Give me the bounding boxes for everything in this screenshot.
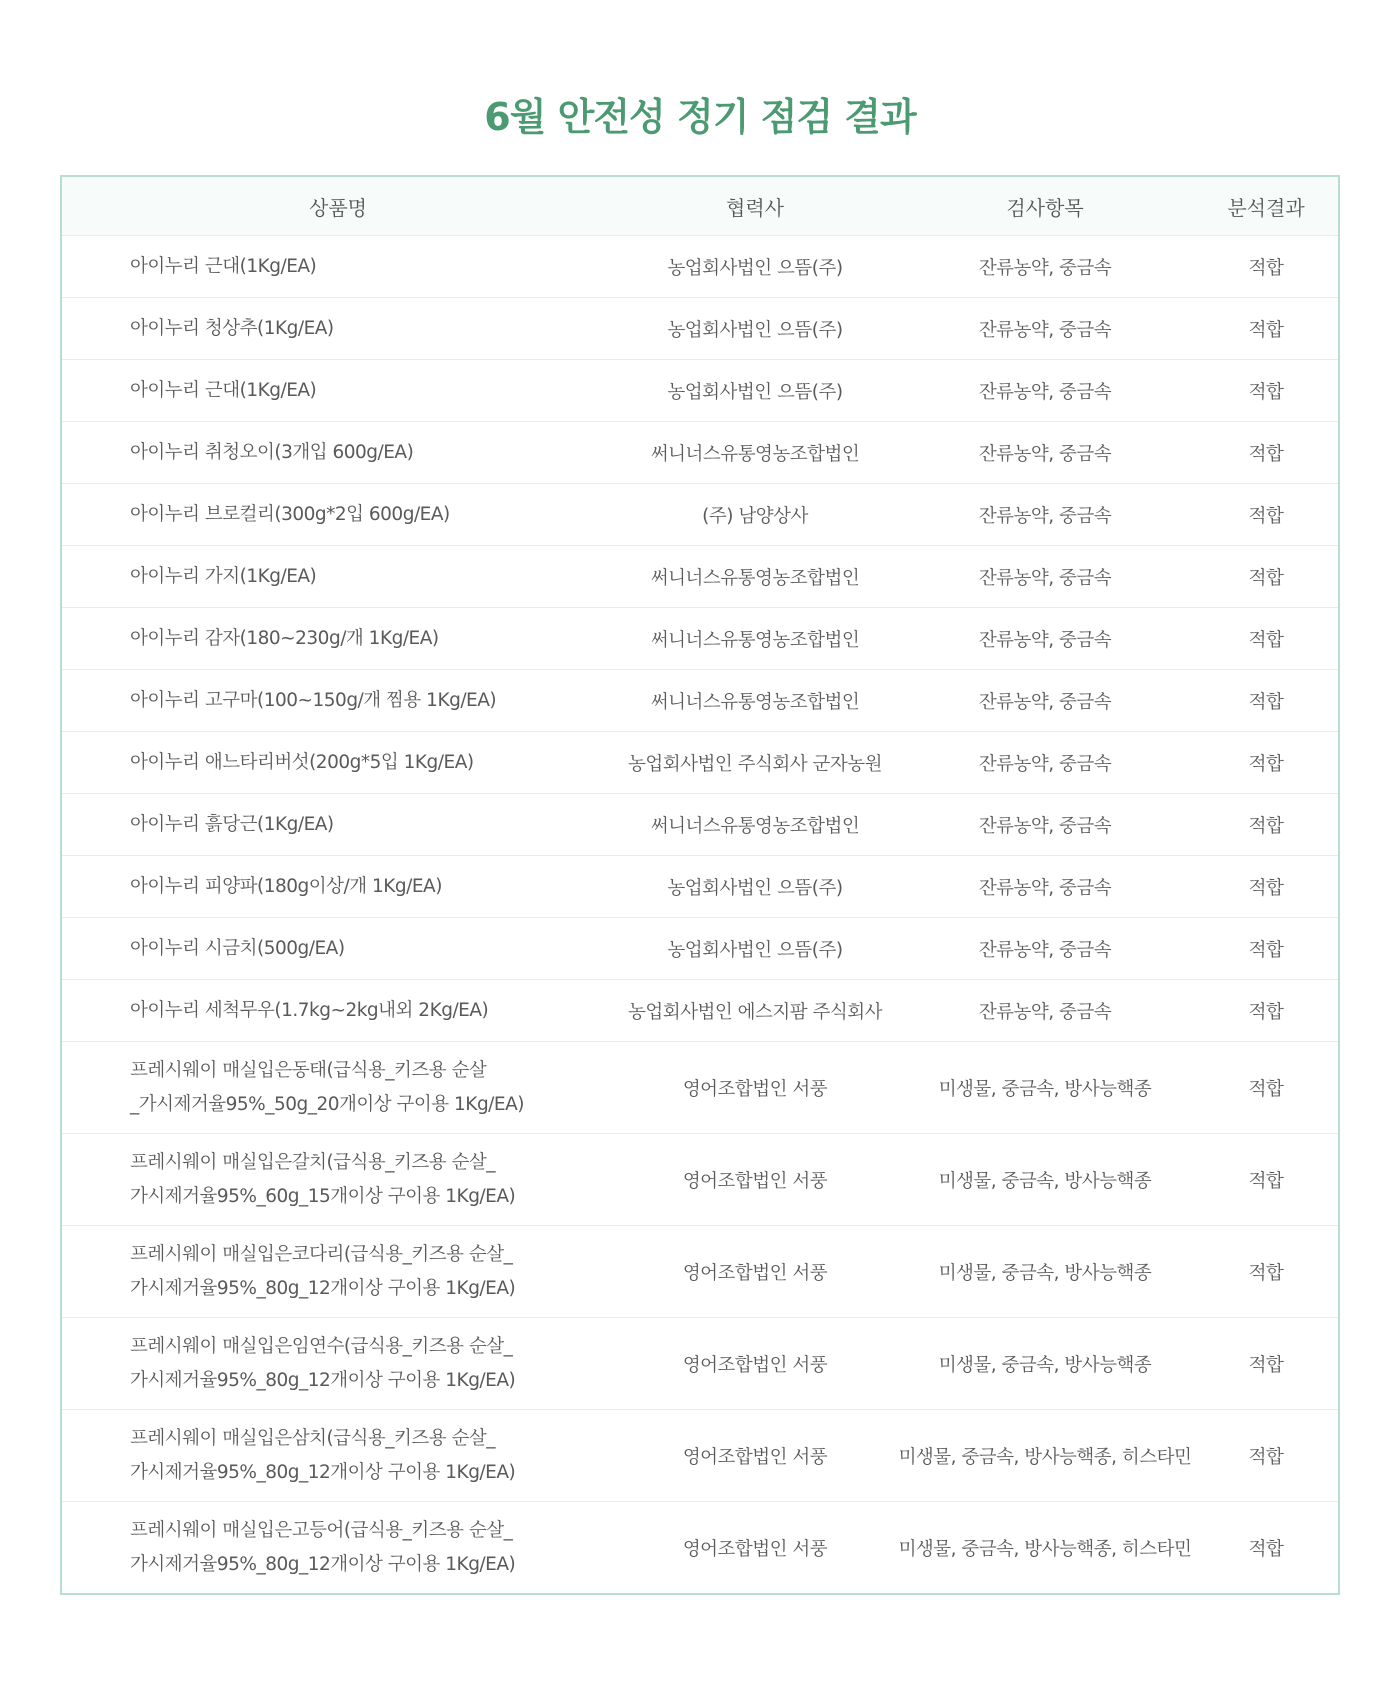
cell-test-items: 잔류농약, 중금속 <box>896 546 1194 608</box>
cell-analysis-result: 적합 <box>1194 1410 1338 1502</box>
cell-partner: 영어조합법인 서풍 <box>614 1042 896 1134</box>
cell-test-items: 미생물, 중금속, 방사능핵종 <box>896 1318 1194 1410</box>
cell-analysis-result: 적합 <box>1194 1042 1338 1134</box>
cell-product-name <box>62 1410 614 1502</box>
cell-analysis-result: 적합 <box>1194 608 1338 670</box>
cell-test-items: 미생물, 중금속, 방사능핵종 <box>896 1042 1194 1134</box>
cell-test-items: 잔류농약, 중금속 <box>896 608 1194 670</box>
product-name-line: 프레시웨이 매실입은코다리(급식용_키즈용 순살_ <box>130 1243 513 1265</box>
table-header <box>62 177 1338 236</box>
table-row <box>62 980 1338 1042</box>
table-row <box>62 1410 1338 1502</box>
cell-partner: (주) 남양상사 <box>614 484 896 546</box>
cell-product-name <box>62 1318 614 1410</box>
cell-test-items: 잔류농약, 중금속 <box>896 918 1194 980</box>
table-row <box>62 918 1338 980</box>
cell-analysis-result: 적합 <box>1194 360 1338 422</box>
cell-test-items: 미생물, 중금속, 방사능핵종 <box>896 1134 1194 1226</box>
cell-product-name <box>62 732 614 794</box>
cell-analysis-result: 적합 <box>1194 980 1338 1042</box>
product-name-line: 아이누리 고구마(100~150g/개 찜용 1Kg/EA) <box>130 689 497 711</box>
cell-partner: 써니너스유통영농조합법인 <box>614 794 896 856</box>
cell-product-name <box>62 422 614 484</box>
table-row <box>62 856 1338 918</box>
product-name-line: 아이누리 피양파(180g이상/개 1Kg/EA) <box>130 875 442 897</box>
cell-analysis-result: 적합 <box>1194 670 1338 732</box>
cell-product-name <box>62 546 614 608</box>
cell-analysis-result: 적합 <box>1194 1226 1338 1318</box>
cell-partner: 써니너스유통영농조합법인 <box>614 608 896 670</box>
table-row <box>62 670 1338 732</box>
header-row <box>62 177 1338 236</box>
header-product-name: 상품명 <box>62 177 614 236</box>
cell-test-items: 잔류농약, 중금속 <box>896 980 1194 1042</box>
cell-analysis-result: 적합 <box>1194 1318 1338 1410</box>
cell-test-items: 미생물, 중금속, 방사능핵종, 히스타민 <box>896 1410 1194 1502</box>
cell-partner: 영어조합법인 서풍 <box>614 1226 896 1318</box>
cell-analysis-result: 적합 <box>1194 732 1338 794</box>
product-name-line: 가시제거율95%_80g_12개이상 구이용 1Kg/EA) <box>130 1369 516 1391</box>
cell-product-name <box>62 236 614 298</box>
header-test-items: 검사항목 <box>896 177 1194 236</box>
cell-partner: 농업회사법인 으뜸(주) <box>614 298 896 360</box>
cell-test-items: 잔류농약, 중금속 <box>896 856 1194 918</box>
cell-partner: 영어조합법인 서풍 <box>614 1318 896 1410</box>
cell-product-name <box>62 1226 614 1318</box>
table-row <box>62 298 1338 360</box>
page-title: 6월 안전성 정기 점검 결과 <box>484 95 916 139</box>
table-row <box>62 1134 1338 1226</box>
cell-analysis-result: 적합 <box>1194 1502 1338 1594</box>
product-name-line: _가시제거율95%_50g_20개이상 구이용 1Kg/EA) <box>130 1093 524 1115</box>
cell-test-items: 잔류농약, 중금속 <box>896 794 1194 856</box>
table-row <box>62 422 1338 484</box>
cell-test-items: 잔류농약, 중금속 <box>896 236 1194 298</box>
table-row <box>62 1042 1338 1134</box>
cell-test-items: 잔류농약, 중금속 <box>896 670 1194 732</box>
cell-product-name <box>62 856 614 918</box>
cell-product-name <box>62 670 614 732</box>
cell-analysis-result: 적합 <box>1194 1134 1338 1226</box>
cell-test-items: 미생물, 중금속, 방사능핵종 <box>896 1226 1194 1318</box>
results-table <box>62 177 1338 1593</box>
product-name-line: 아이누리 세척무우(1.7kg~2kg내외 2Kg/EA) <box>130 999 489 1021</box>
cell-analysis-result: 적합 <box>1194 484 1338 546</box>
cell-test-items: 잔류농약, 중금속 <box>896 298 1194 360</box>
cell-test-items: 잔류농약, 중금속 <box>896 484 1194 546</box>
cell-analysis-result: 적합 <box>1194 546 1338 608</box>
cell-test-items: 잔류농약, 중금속 <box>896 732 1194 794</box>
cell-test-items: 잔류농약, 중금속 <box>896 360 1194 422</box>
cell-product-name <box>62 484 614 546</box>
product-name-line: 가시제거율95%_60g_15개이상 구이용 1Kg/EA) <box>130 1185 516 1207</box>
product-name-line: 가시제거율95%_80g_12개이상 구이용 1Kg/EA) <box>130 1553 516 1575</box>
cell-product-name <box>62 980 614 1042</box>
cell-partner: 써니너스유통영농조합법인 <box>614 670 896 732</box>
cell-partner: 농업회사법인 에스지팜 주식회사 <box>614 980 896 1042</box>
cell-partner: 영어조합법인 서풍 <box>614 1410 896 1502</box>
product-name-line: 프레시웨이 매실입은삼치(급식용_키즈용 순살_ <box>130 1427 496 1449</box>
product-name-line: 아이누리 근대(1Kg/EA) <box>130 255 317 277</box>
cell-product-name <box>62 1042 614 1134</box>
cell-partner: 써니너스유통영농조합법인 <box>614 546 896 608</box>
inspection-results-table <box>60 175 1340 1595</box>
cell-test-items: 미생물, 중금속, 방사능핵종, 히스타민 <box>896 1502 1194 1594</box>
cell-product-name <box>62 794 614 856</box>
cell-analysis-result: 적합 <box>1194 422 1338 484</box>
cell-product-name <box>62 360 614 422</box>
cell-partner: 농업회사법인 으뜸(주) <box>614 236 896 298</box>
cell-partner: 농업회사법인 주식회사 군자농원 <box>614 732 896 794</box>
product-name-line: 아이누리 브로컬리(300g*2입 600g/EA) <box>130 503 450 525</box>
table-row <box>62 1226 1338 1318</box>
table-row <box>62 546 1338 608</box>
product-name-line: 아이누리 흙당근(1Kg/EA) <box>130 813 334 835</box>
product-name-line: 프레시웨이 매실입은임연수(급식용_키즈용 순살_ <box>130 1335 513 1357</box>
product-name-line: 아이누리 취청오이(3개입 600g/EA) <box>130 441 414 463</box>
product-name-line: 아이누리 감자(180~230g/개 1Kg/EA) <box>130 627 439 649</box>
product-name-line: 가시제거율95%_80g_12개이상 구이용 1Kg/EA) <box>130 1277 516 1299</box>
cell-analysis-result: 적합 <box>1194 794 1338 856</box>
cell-product-name <box>62 918 614 980</box>
cell-analysis-result: 적합 <box>1194 298 1338 360</box>
product-name-line: 아이누리 가지(1Kg/EA) <box>130 565 317 587</box>
cell-partner: 영어조합법인 서풍 <box>614 1502 896 1594</box>
cell-product-name <box>62 298 614 360</box>
cell-partner: 농업회사법인 으뜸(주) <box>614 360 896 422</box>
product-name-line: 프레시웨이 매실입은고등어(급식용_키즈용 순살_ <box>130 1519 513 1541</box>
cell-test-items: 잔류농약, 중금속 <box>896 422 1194 484</box>
header-analysis-result: 분석결과 <box>1194 177 1338 236</box>
product-name-line: 프레시웨이 매실입은갈치(급식용_키즈용 순살_ <box>130 1151 496 1173</box>
cell-product-name <box>62 1502 614 1594</box>
cell-analysis-result: 적합 <box>1194 236 1338 298</box>
product-name-line: 아이누리 청상추(1Kg/EA) <box>130 317 334 339</box>
table-body <box>62 236 1338 1594</box>
product-name-line: 아이누리 근대(1Kg/EA) <box>130 379 317 401</box>
table-row <box>62 360 1338 422</box>
product-name-line: 프레시웨이 매실입은동태(급식용_키즈용 순살 <box>130 1059 487 1081</box>
cell-analysis-result: 적합 <box>1194 918 1338 980</box>
table-row <box>62 608 1338 670</box>
product-name-line: 가시제거율95%_80g_12개이상 구이용 1Kg/EA) <box>130 1461 516 1483</box>
table-row <box>62 1318 1338 1410</box>
header-partner: 협력사 <box>614 177 896 236</box>
cell-partner: 농업회사법인 으뜸(주) <box>614 918 896 980</box>
cell-partner: 써니너스유통영농조합법인 <box>614 422 896 484</box>
table-row <box>62 484 1338 546</box>
cell-product-name <box>62 1134 614 1226</box>
cell-product-name <box>62 608 614 670</box>
table-row <box>62 1502 1338 1594</box>
cell-analysis-result: 적합 <box>1194 856 1338 918</box>
product-name-line: 아이누리 애느타리버섯(200g*5입 1Kg/EA) <box>130 751 474 773</box>
cell-partner: 농업회사법인 으뜸(주) <box>614 856 896 918</box>
cell-partner: 영어조합법인 서풍 <box>614 1134 896 1226</box>
product-name-line: 아이누리 시금치(500g/EA) <box>130 937 345 959</box>
table-row <box>62 794 1338 856</box>
table-row <box>62 732 1338 794</box>
table-row <box>62 236 1338 298</box>
